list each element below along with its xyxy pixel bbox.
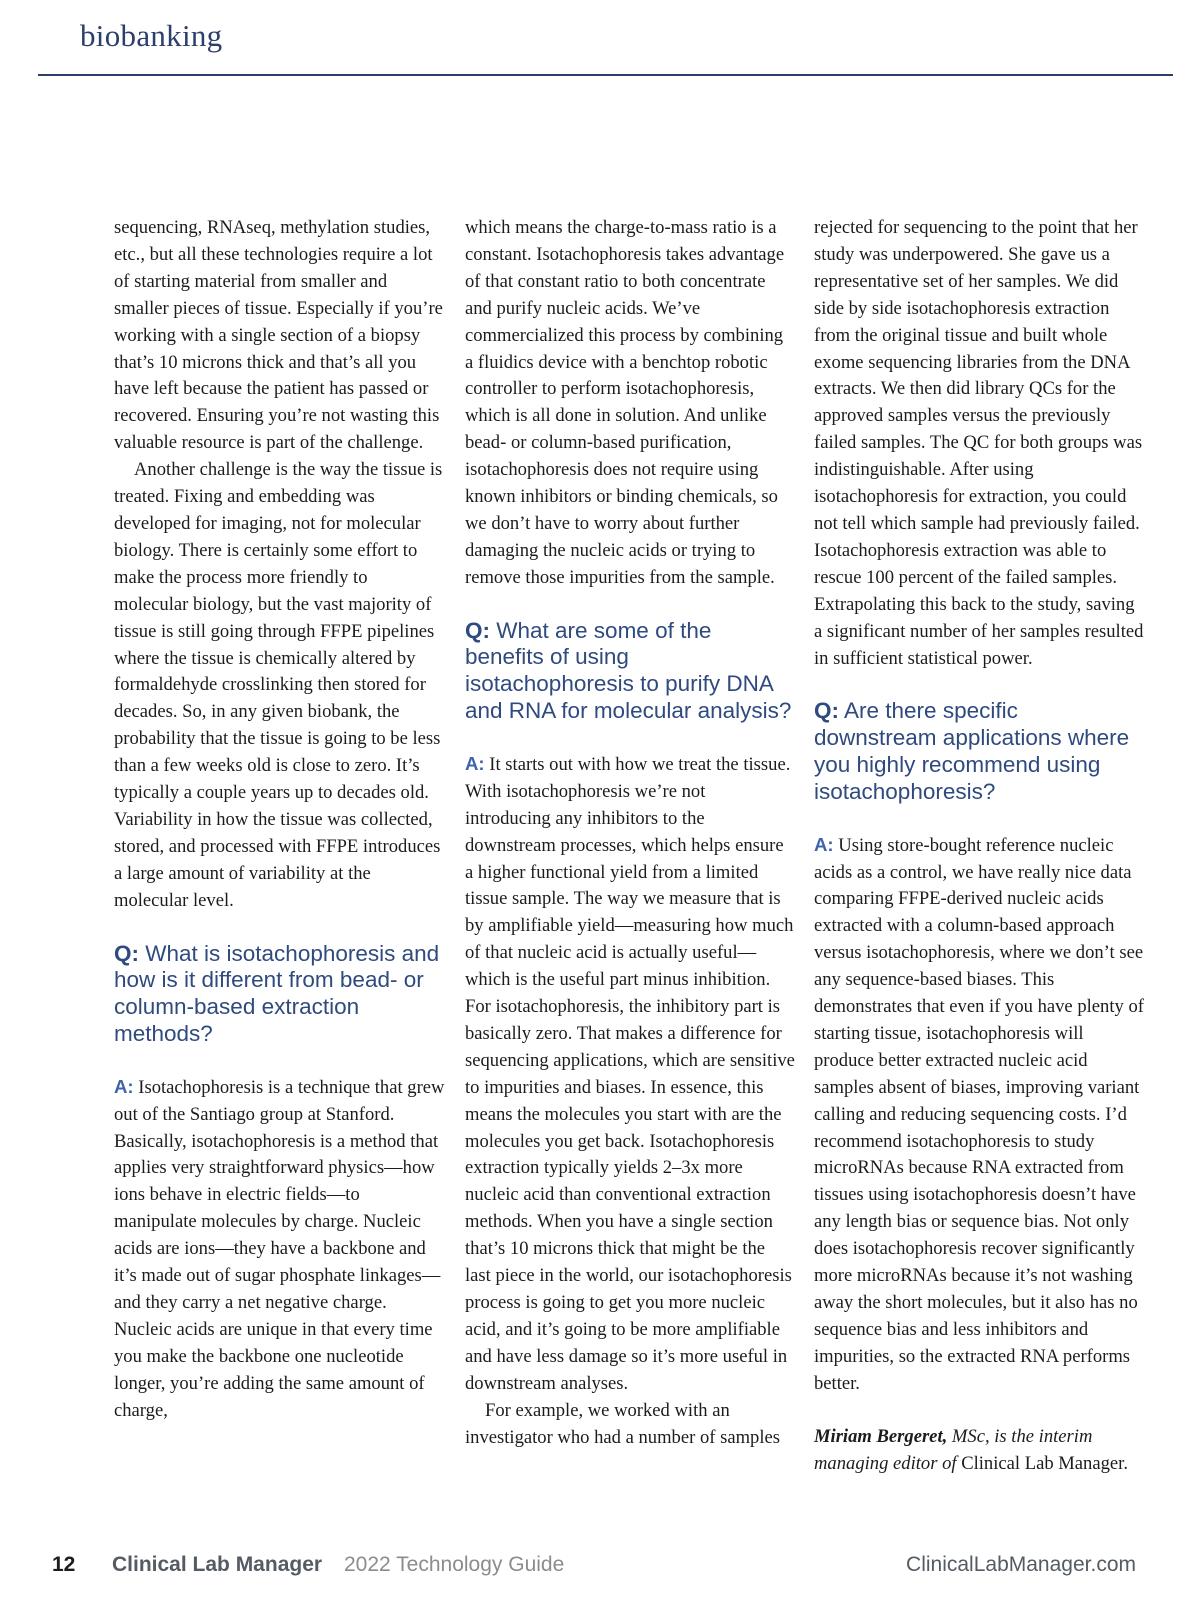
author-role: MSc, is the interim managing editor of	[814, 1425, 1093, 1474]
question-text: What is isotachophoresis and how is it different from bead- or column-based extraction methods?	[114, 940, 440, 1046]
section-label: biobanking	[80, 18, 223, 53]
question-heading	[114, 941, 446, 1048]
question-text: What are some of the benefits of using isotachophoresis to purify DNA and RNA for molecular analysis?	[465, 617, 792, 724]
header-rule	[38, 74, 1173, 76]
answer-text: It starts out with how we treat the tissue. With isotachophoresis we’re not introducing any inhibitors to the downstream processes, which helps ensure a higher functional yield from a limited tissue sample. The way we measure that is by amplifiable yield—measuring how much of that nucleic acid is actually useful—which is the useful part minus inhibition. For isotachophoresis, the inhibitory part is basically zero. That makes a difference for sequencing applications, which are sensitive to impurities and biases. In essence, this means the molecules you start with are the molecules you get back. Isotachophoresis extraction typically yields 2–3x more nucleic acid than conventional extraction methods. When you have a single section that’s 10 microns thick that might be the last piece in the world, our isotachophoresis process is going to get you more nucleic acid, and it’s going to be more amplifiable and have less damage so it’s more useful in downstream analyses.	[465, 753, 795, 1394]
question-heading	[465, 618, 795, 725]
question-marker: Q:	[465, 617, 490, 643]
body-paragraph: Another challenge is the way the tissue is treated. Fixing and embedding was developed for imaging, not for molecular biology. There is certainly some effort to make the process more friendly to molecular biology, but the vast majority of tissue is still going through FFPE pipelines where the tissue is chemically altered by formaldehyde crosslinking then stored for decades. So, in any given biobank, the probability that the tissue is going to be less than a few weeks old is close to zero. It’s typically a couple years up to decades old. Variability in how the tissue was collected, stored, and processed with FFPE introduces a large amount of variability at the molecular level.	[114, 459, 443, 911]
question-marker: Q:	[114, 940, 139, 966]
publication-name: Clinical Lab Manager.	[961, 1452, 1128, 1474]
column-3	[814, 215, 1146, 1477]
body-paragraph: rejected for sequencing to the point that her study was underpowered. She gave us a representative set of her samples. We did side by side isotachophoresis extraction from the original tissue and built whole exome sequencing libraries from the DNA extracts. We then did library QCs for the approved samples versus the previously failed samples. The QC for both groups was indistinguishable. After using isotachophoresis for extraction, you could not tell which sample had previously failed. Isotachophoresis extraction was able to rescue 100 percent of the failed samples. Extrapolating this back to the study, saving a significant number of her samples resulted in sufficient statistical power.	[814, 217, 1144, 669]
page-footer	[0, 1553, 1200, 1585]
page-number: 12	[52, 1553, 76, 1576]
question-text: Are there specific downstream applications where you highly recommend using isotachophoresis?	[814, 698, 1130, 804]
body-paragraph: which means the charge-to-mass ratio is a constant. Isotachophoresis takes advantage of that constant ratio to both concentrate and purify nucleic acids. We’ve commercialized this process by combining a fluidics device with a benchtop robotic controller to perform isotachophoresis, which is all done in solution. And unlike bead- or column-based purification, isotachophoresis does not require using known inhibitors or binding chemicals, so we don’t have to worry about further damaging the nucleic acids or trying to remove those impurities from the sample.	[465, 217, 785, 588]
answer-text: Isotachophoresis is a technique that grew out of the Santiago group at Stanford. Basically, isotachophoresis is a method that applies very straightforward physics—how ions behave in electric fields—to manipulate molecules by charge. Nucleic acids are ions—they have a backbone and it’s made out of sugar phosphate linkages—and they carry a net negative charge. Nucleic acids are unique in that every time you make the backbone one nucleotide longer, you’re adding the same amount of charge,	[114, 1076, 445, 1421]
author-name: Miriam Bergeret,	[814, 1425, 948, 1447]
question-marker: Q:	[814, 698, 839, 724]
answer-paragraph	[465, 751, 795, 1398]
website-url: ClinicalLabManager.com	[906, 1553, 1136, 1576]
body-paragraph: For example, we worked with an investigator who had a number of samples	[465, 1399, 780, 1448]
answer-text: Using store-bought reference nucleic acids as a control, we have really nice data comparing FFPE-derived nucleic acids extracted with a column-based approach versus isotachophoresis, where we don’t see any sequence-based biases. This demonstrates that even if you have plenty of starting tissue, isotachophoresis will produce better extracted nucleic acid samples absent of biases, improving variant calling and reducing sequencing costs. I’d recommend isotachophoresis to study microRNAs because RNA extracted from tissues using isotachophoresis doesn’t have any length bias or sequence bias. Not only does isotachophoresis recover significantly more microRNAs because it’s not washing away the short molecules, but it also has no sequence bias and less inhibitors and impurities, so the extracted RNA performs better.	[814, 834, 1144, 1394]
author-bio	[814, 1424, 1146, 1478]
question-heading	[814, 698, 1146, 805]
answer-paragraph	[814, 832, 1146, 1398]
answer-paragraph	[114, 1074, 446, 1425]
magazine-name: Clinical Lab Manager	[112, 1553, 323, 1576]
column-2	[465, 215, 795, 1451]
answer-marker: A:	[814, 833, 834, 855]
body-paragraph: sequencing, RNAseq, methylation studies, etc., but all these technologies require a lot of starting material from smaller and smaller pieces of tissue. Especially if you’re working with a single section of a biopsy that’s 10 microns thick and that’s all you have left because the patient has passed or recovered. Ensuring you’re not wasting this valuable resource is part of the challenge.	[114, 217, 443, 454]
answer-marker: A:	[114, 1075, 134, 1097]
column-1	[114, 215, 446, 1425]
answer-marker: A:	[465, 752, 485, 774]
issue-title: 2022 Technology Guide	[344, 1553, 565, 1576]
